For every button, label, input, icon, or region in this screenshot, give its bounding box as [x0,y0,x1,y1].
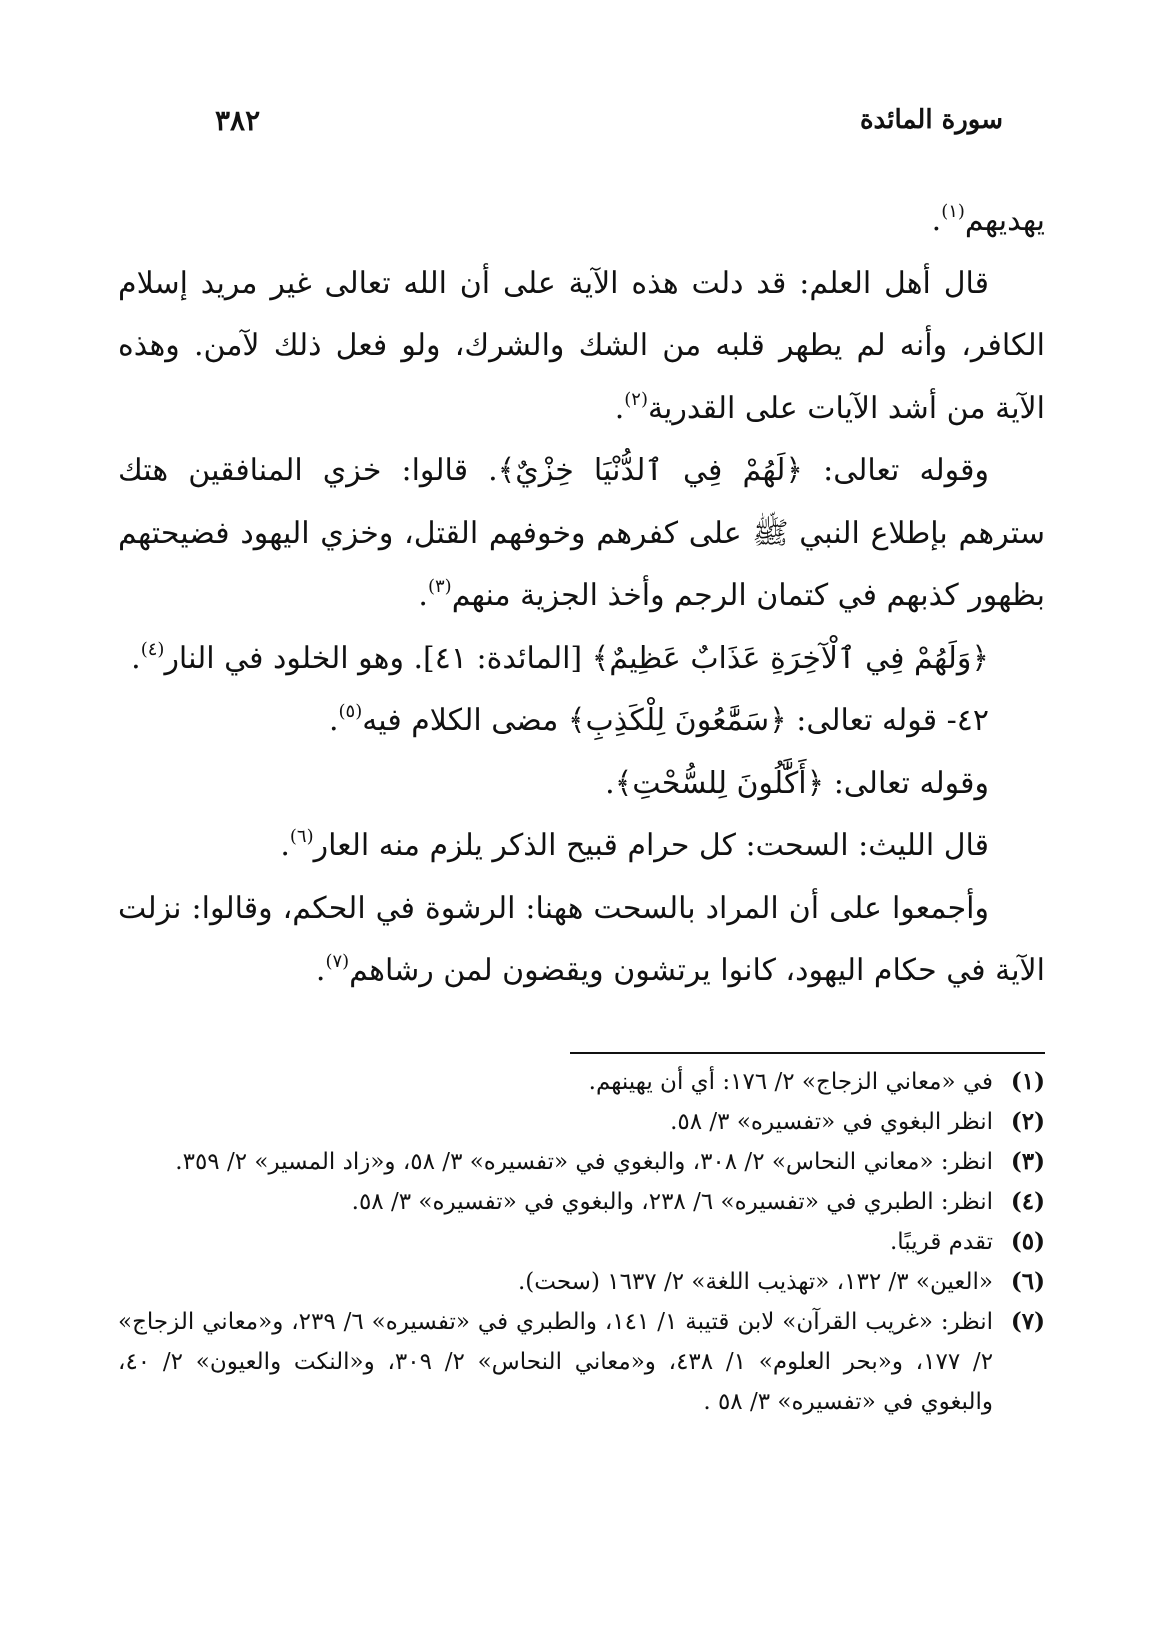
footnote-item [118,1222,1045,1262]
quran-verse: ﴿أَكَّٰلُونَ لِلسُّحْتِ﴾ [614,765,825,801]
page-number: ٣٨٢ [215,103,261,137]
running-title: سورة المائدة [859,105,1003,135]
footnote-ref[interactable]: (١) [941,201,965,222]
footnote-text: انظر: «غريب القرآن» لابن قتيبة ١/ ١٤١، والطبري في «تفسيره» ٦/ ٢٣٩، و«معاني الزجاج» ٢/ ١٧٧، و«بحر العلوم» ١/ ٤٣٨، و«معاني النحاس» ٢/ ٣٠٩، و«النكت والعيون» ٢/ ٤٠، والبغوي في «تفسيره» ٣/ ٥٨ . [118,1309,994,1415]
quran-verse: ﴿لَهُمْ فِي ٱلدُّنْيَا خِزْيٌ﴾ [497,453,804,488]
paragraph-text: ٤٢- قوله تعالى: [786,703,989,738]
main-text [118,190,1045,1003]
footnote-item [118,1062,1045,1102]
paragraph-text: قال الليث: السحت: كل حرام قبيح الذكر يلزم منه العار [313,828,989,863]
quran-verse: ﴿وَلَهُمْ فِي ٱلْآخِرَةِ عَذَابٌ عَظِيمٌ﴾ [591,640,989,676]
paragraph-text: [المائدة: ٤١]. وهو الخلود في النار [164,640,592,676]
footnote-text: انظر: الطبري في «تفسيره» ٦/ ٢٣٨، والبغوي في «تفسيره» ٣/ ٥٨. [351,1189,993,1215]
footnote-text: انظر: «معاني النحاس» ٢/ ٣٠٨، والبغوي في «تفسيره» ٣/ ٥٨، و«زاد المسير» ٢/ ٣٥٩. [175,1149,993,1175]
footnote-number: (٧) [1010,1308,1045,1335]
paragraph-text: قال أهل العلم: قد دلت هذه الآية على أن الله تعالى غير مريد إسلام الكافر، وأنه لم يطهر قلبه من الشك والشرك، ولو فعل ذلك لآمن. وهذه الآية من أشد الآيات على القدرية [118,265,1045,426]
paragraph-text: . قالوا: خزي المنافقين هتك سترهم بإطلاع النبي ﷺ على كفرهم وخوفهم القتل، وخزي اليهود فضيحتهم بظهور كذبهم في كتمان الرجم وأخذ الجزية منهم [118,453,1045,613]
paragraph-end: . [614,390,625,426]
paragraph-end: . [315,953,326,988]
paragraph-text: وقوله تعالى: [803,453,989,488]
paragraph-7 [118,815,1045,878]
paragraph-text: وقوله تعالى: [824,765,989,801]
footnote-item [118,1102,1045,1142]
paragraph-3 [118,440,1045,628]
paragraph-text: يهديهم [964,203,1045,238]
footnote-ref[interactable]: (٣) [427,576,452,597]
paragraph-5 [118,690,1045,753]
footnote-text: انظر البغوي في «تفسيره» ٣/ ٥٨. [670,1109,993,1135]
paragraph-6 [118,753,1045,816]
footnote-ref[interactable]: (٧) [325,951,350,972]
footnote-item [118,1262,1045,1302]
footnote-ref[interactable]: (٥) [338,701,363,722]
footnote-number: (١) [1010,1068,1045,1095]
paragraph-end: . [131,640,141,676]
footnote-text: في «معاني الزجاج» ٢/ ١٧٦: أي أن يهينهم. [588,1069,993,1095]
paragraph-2 [118,253,1045,441]
footnotes [118,1062,1045,1422]
footnote-text: تقدم قريبًا. [889,1229,993,1255]
footnote-number: (٤) [1010,1188,1045,1215]
footnote-number: (٦) [1010,1268,1045,1295]
quran-verse: ﴿سَمَّٰعُونَ لِلْكَذِبِ﴾ [567,703,787,738]
footnote-ref[interactable]: (٢) [624,388,648,410]
footnote-ref[interactable]: (٦) [289,826,314,847]
paragraph-text: مضى الكلام فيه [362,703,568,738]
paragraph-end: . [328,703,339,738]
paragraph-end: . [931,203,942,238]
paragraph-8 [118,878,1045,1003]
footnote-separator [570,1052,1045,1054]
footnote-number: (٢) [1010,1108,1045,1135]
paragraph-text: وأجمعوا على أن المراد بالسحت ههنا: الرشوة في الحكم، وقالوا: نزلت الآية في حكام اليهود، كانوا يرتشون ويقضون لمن رشاهم [118,890,1045,988]
paragraph-end: . [418,578,428,613]
footnote-number: (٣) [1010,1148,1045,1175]
footnote-ref[interactable]: (٤) [140,638,165,660]
page-header [215,95,1003,145]
paragraph-4 [118,628,1045,691]
footnote-number: (٥) [1010,1228,1045,1255]
paragraph-1 [118,190,1045,253]
footnote-text: «العين» ٣/ ١٣٢، «تهذيب اللغة» ٢/ ١٦٣٧ (سحت). [517,1269,993,1295]
footnote-item [118,1142,1045,1182]
footnote-item [118,1302,1045,1422]
footnote-item [118,1182,1045,1222]
paragraph-end: . [605,765,615,801]
paragraph-end: . [280,828,290,863]
